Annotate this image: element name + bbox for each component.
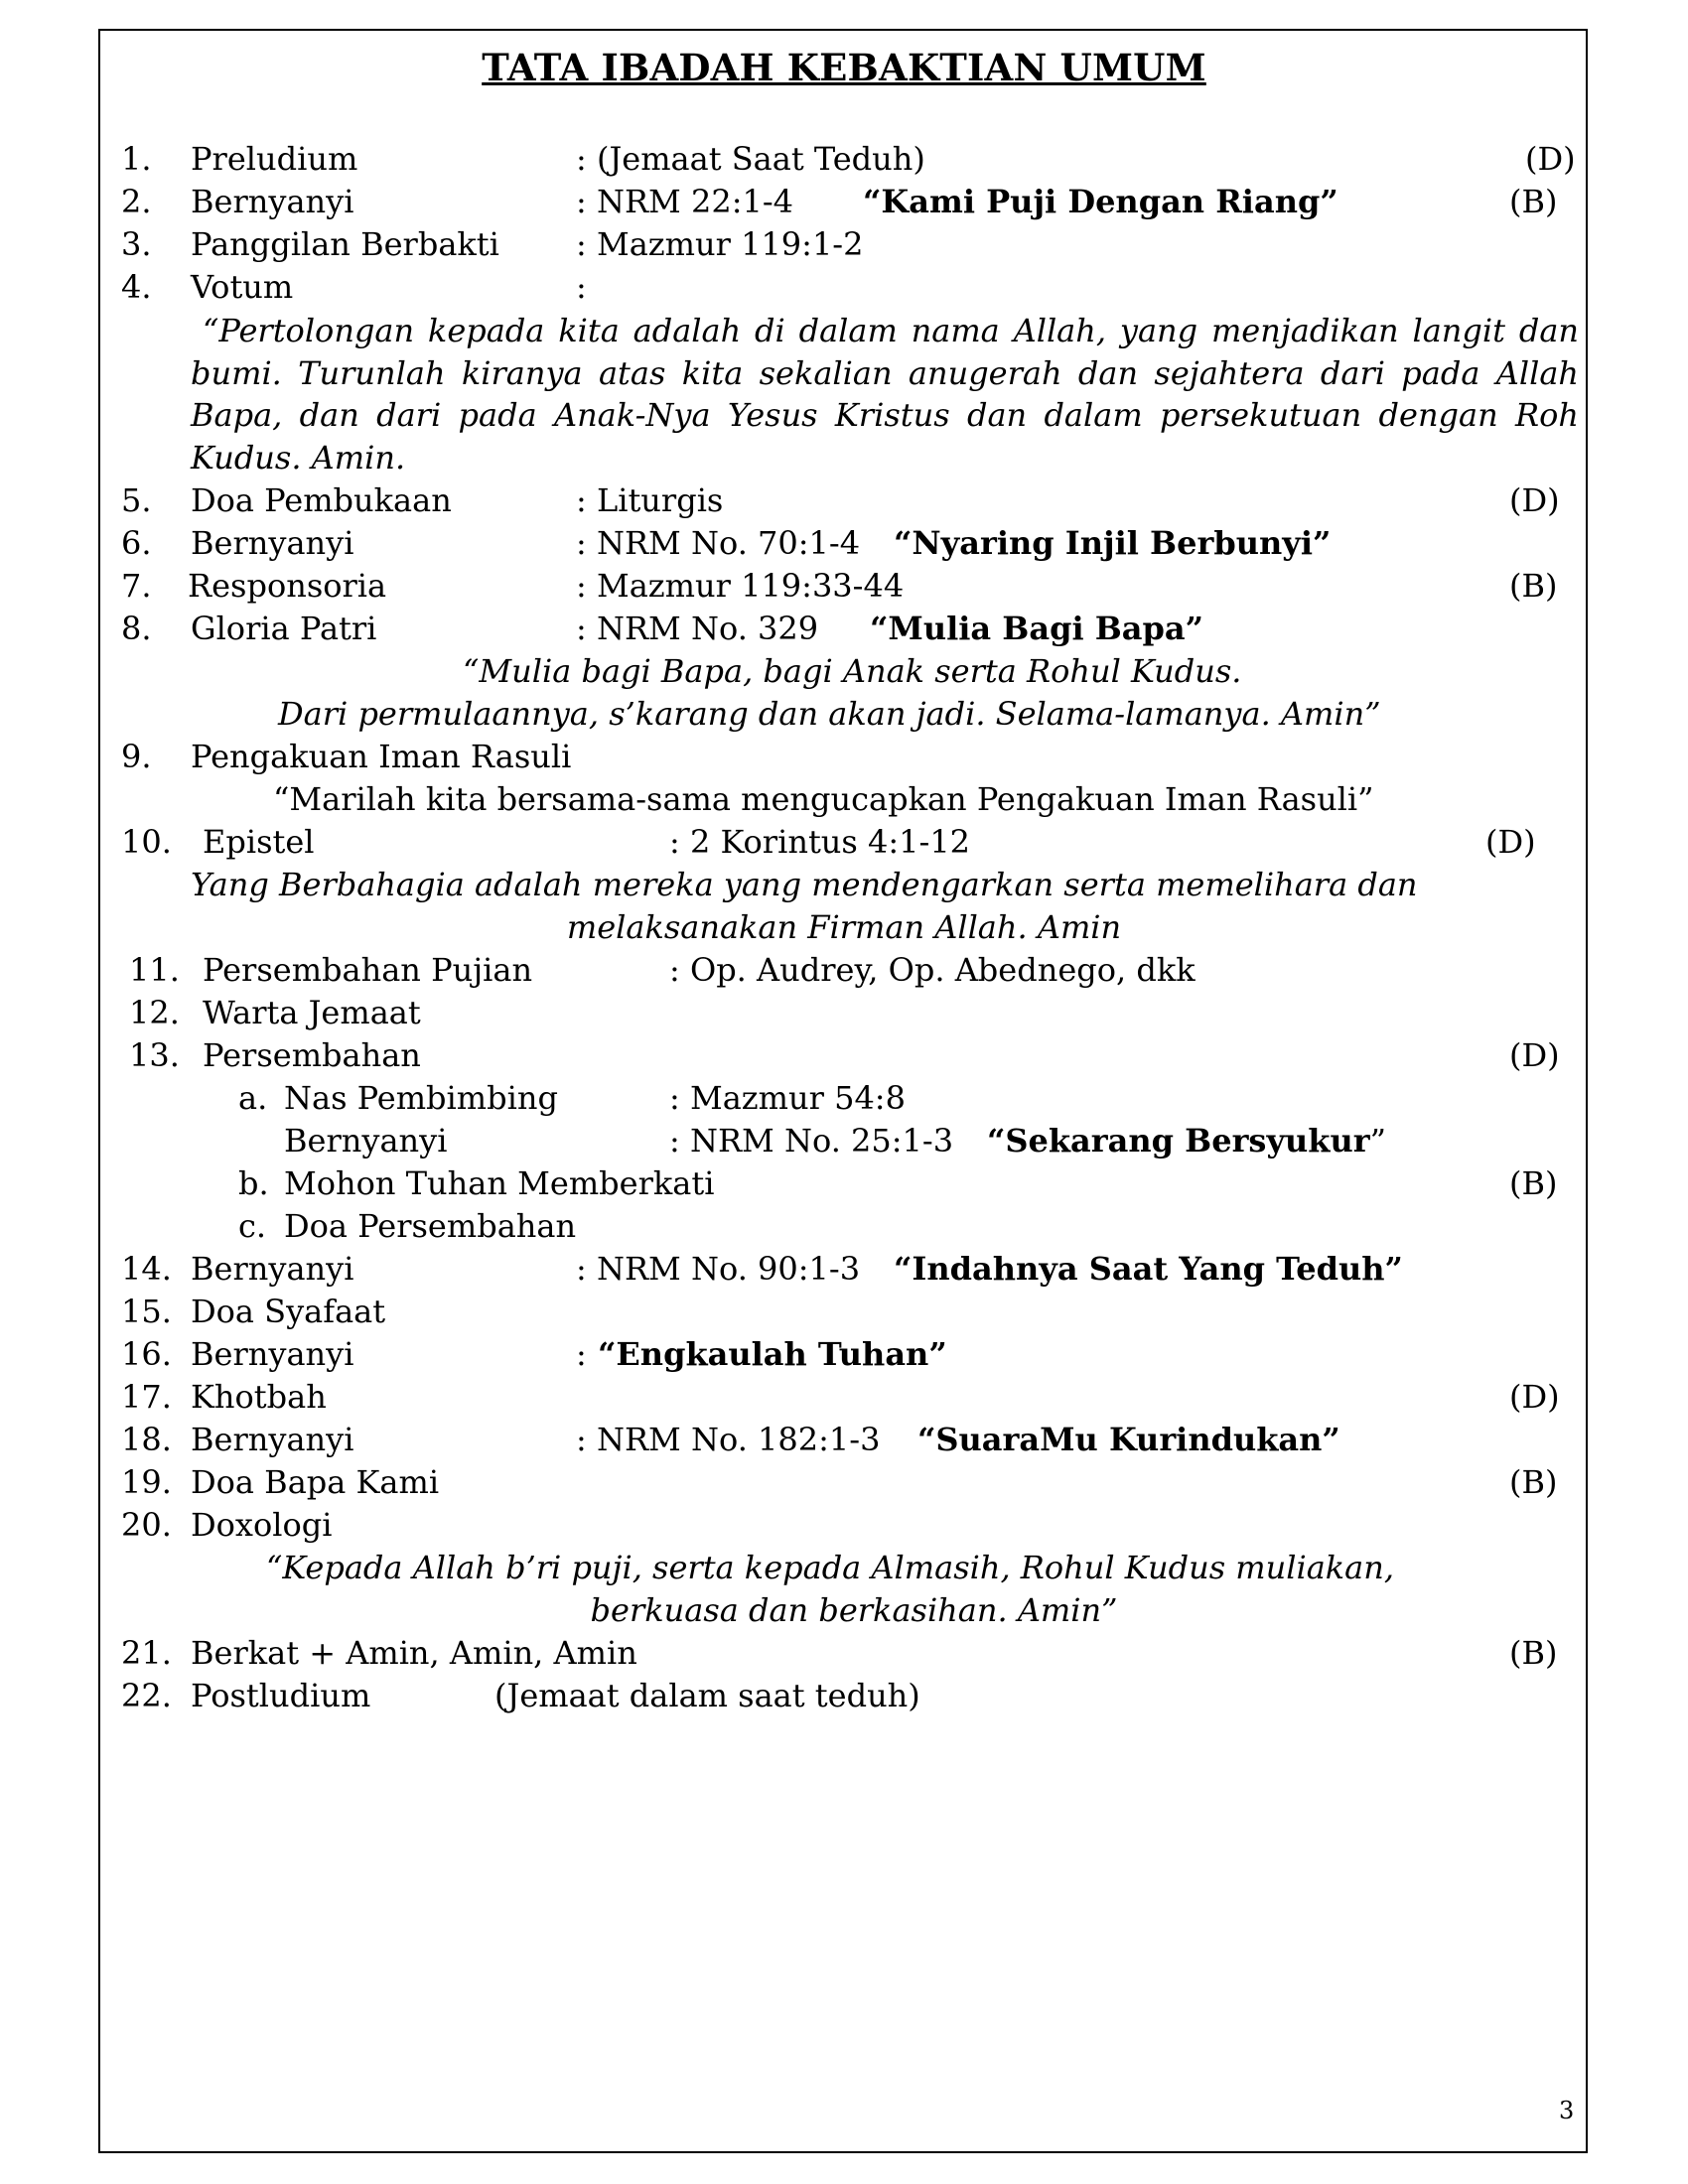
item-label: Doa Syafaat bbox=[191, 1293, 386, 1330]
item-number: 19. bbox=[121, 1463, 172, 1501]
sub-item-letter: b. bbox=[238, 1164, 269, 1202]
song-title-text: “Sekarang Bersyukur bbox=[987, 1122, 1370, 1160]
song-title: “Mulia Bagi Bapa” bbox=[870, 610, 1204, 647]
creed-text: “Marilah kita bersama-sama mengucapkan Pengakuan Iman Rasuli” bbox=[273, 780, 1374, 818]
item-code: (B) bbox=[1509, 1634, 1558, 1672]
song-title-end: ” bbox=[1369, 1122, 1386, 1160]
sub-item-label: Nas Pembimbing bbox=[284, 1079, 558, 1117]
item-label: Postludium bbox=[191, 1677, 371, 1714]
item-label: Bernyanyi bbox=[191, 1335, 354, 1373]
item-detail: : NRM No. 90:1-3 bbox=[576, 1250, 861, 1288]
item-code: (D) bbox=[1525, 140, 1576, 178]
item-number: 12. bbox=[129, 994, 180, 1031]
item-number: 5. bbox=[121, 481, 152, 519]
item-label: Votum bbox=[191, 268, 294, 306]
votum-text: “Pertolongan kepada kita adalah di dalam nama Allah, yang menjadikan langit dan bumi. Turunlah kiranya atas kita sekalian anugerah dan sejahtera dari pada Allah Bapa, dan dari pada Anak-Nya Yesus Kristus dan dalam persekutuan dengan Roh Kudus. Amin. bbox=[191, 312, 1579, 477]
item-label: Panggilan Berbakti bbox=[191, 225, 499, 263]
doxology-text-line: berkuasa dan berkasihan. Amin” bbox=[590, 1591, 1118, 1629]
item-detail: : Op. Audrey, Op. Abednego, dkk bbox=[669, 951, 1196, 989]
item-number: 17. bbox=[121, 1378, 172, 1416]
item-detail: : Mazmur 119:33-44 bbox=[576, 567, 905, 605]
song-title: “Engkaulah Tuhan” bbox=[598, 1335, 947, 1373]
item-label: Bernyanyi bbox=[191, 1250, 354, 1288]
sub-item-letter: c. bbox=[238, 1207, 267, 1245]
item-label: Persembahan bbox=[203, 1036, 421, 1074]
epistel-text-line: melaksanakan Firman Allah. Amin bbox=[566, 908, 1122, 946]
item-number: 9. bbox=[121, 738, 152, 775]
item-number: 15. bbox=[121, 1293, 172, 1330]
gloria-text-line: “Mulia bagi Bapa, bagi Anak serta Rohul Kudus. bbox=[463, 652, 1242, 690]
item-code: (B) bbox=[1509, 567, 1558, 605]
song-title: “SuaraMu Kurindukan” bbox=[917, 1421, 1340, 1458]
item-detail: : Mazmur 119:1-2 bbox=[576, 225, 864, 263]
item-label: Bernyanyi bbox=[191, 524, 354, 562]
item-code: (D) bbox=[1509, 481, 1560, 519]
item-code: (B) bbox=[1509, 183, 1558, 220]
item-detail: : NRM No. 329 bbox=[576, 610, 819, 647]
item-code: (B) bbox=[1509, 1463, 1558, 1501]
item-code: (B) bbox=[1509, 1164, 1558, 1202]
item-label: Doxologi bbox=[191, 1506, 333, 1544]
item-number: 11. bbox=[129, 951, 180, 989]
item-number: 20. bbox=[121, 1506, 172, 1544]
item-label: Bernyanyi bbox=[191, 1421, 354, 1458]
item-label: Doa Bapa Kami bbox=[191, 1463, 440, 1501]
item-code: (D) bbox=[1485, 823, 1536, 861]
item-number: 18. bbox=[121, 1421, 172, 1458]
item-number: 21. bbox=[121, 1634, 172, 1672]
sub-item-label: Doa Persembahan bbox=[284, 1207, 577, 1245]
item-label: Gloria Patri bbox=[191, 610, 377, 647]
song-title bbox=[987, 1121, 1386, 1160]
item-detail: : (Jemaat Saat Teduh) bbox=[576, 140, 925, 178]
item-number: 8. bbox=[121, 610, 152, 647]
item-code: (D) bbox=[1509, 1036, 1560, 1074]
item-detail: : NRM No. 182:1-3 bbox=[576, 1421, 881, 1458]
item-number: 22. bbox=[121, 1677, 172, 1714]
item-label: Khotbah bbox=[191, 1378, 327, 1416]
item-detail: : NRM No. 70:1-4 bbox=[576, 524, 861, 562]
item-detail: (Jemaat dalam saat teduh) bbox=[494, 1677, 920, 1714]
item-number: 2. bbox=[121, 183, 152, 220]
page-title: TATA IBADAH KEBAKTIAN UMUM bbox=[482, 46, 1206, 89]
song-title: “Indahnya Saat Yang Teduh” bbox=[894, 1250, 1403, 1288]
sub-item-label: Bernyanyi bbox=[284, 1122, 448, 1160]
item-label: Responsoria bbox=[188, 567, 387, 605]
sub-item-detail: : NRM No. 25:1-3 bbox=[669, 1122, 954, 1160]
item-label: Doa Pembukaan bbox=[191, 481, 452, 519]
item-number: 16. bbox=[121, 1335, 172, 1373]
song-title: “Kami Puji Dengan Riang” bbox=[863, 183, 1338, 220]
item-number: 14. bbox=[121, 1250, 172, 1288]
item-label: Berkat + Amin, Amin, Amin bbox=[191, 1634, 637, 1672]
item-label: Warta Jemaat bbox=[203, 994, 421, 1031]
sub-item-letter: a. bbox=[238, 1079, 268, 1117]
item-detail: : bbox=[576, 268, 587, 306]
song-title: “Nyaring Injil Berbunyi” bbox=[894, 524, 1332, 562]
item-detail: : Liturgis bbox=[576, 481, 724, 519]
item-label: Bernyanyi bbox=[191, 183, 354, 220]
item-number: 7. bbox=[121, 567, 152, 605]
item-label: Preludium bbox=[191, 140, 358, 178]
item-detail: : 2 Korintus 4:1-12 bbox=[669, 823, 971, 861]
item-number: 3. bbox=[121, 225, 152, 263]
doxology-text-line: “Kepada Allah b’ri puji, serta kepada Almasih, Rohul Kudus muliakan, bbox=[266, 1549, 1395, 1586]
item-detail: : NRM 22:1-4 bbox=[576, 183, 794, 220]
page-number: 3 bbox=[1559, 2097, 1575, 2124]
sub-item-label: Mohon Tuhan Memberkati bbox=[284, 1164, 715, 1202]
item-label: Persembahan Pujian bbox=[203, 951, 533, 989]
item-number: 1. bbox=[121, 140, 152, 178]
item-number: 4. bbox=[121, 268, 152, 306]
item-detail: : bbox=[576, 1335, 587, 1373]
item-number: 10. bbox=[121, 823, 172, 861]
item-number: 6. bbox=[121, 524, 152, 562]
sub-item-detail: : Mazmur 54:8 bbox=[669, 1079, 906, 1117]
item-label: Pengakuan Iman Rasuli bbox=[191, 738, 572, 775]
item-number: 13. bbox=[129, 1036, 180, 1074]
item-label: Epistel bbox=[203, 823, 315, 861]
item-code: (D) bbox=[1509, 1378, 1560, 1416]
gloria-text-line: Dari permulaannya, s’karang dan akan jadi. Selama-lamanya. Amin” bbox=[278, 695, 1381, 733]
epistel-text-line: Yang Berbahagia adalah mereka yang mendengarkan serta memelihara dan bbox=[191, 866, 1418, 903]
